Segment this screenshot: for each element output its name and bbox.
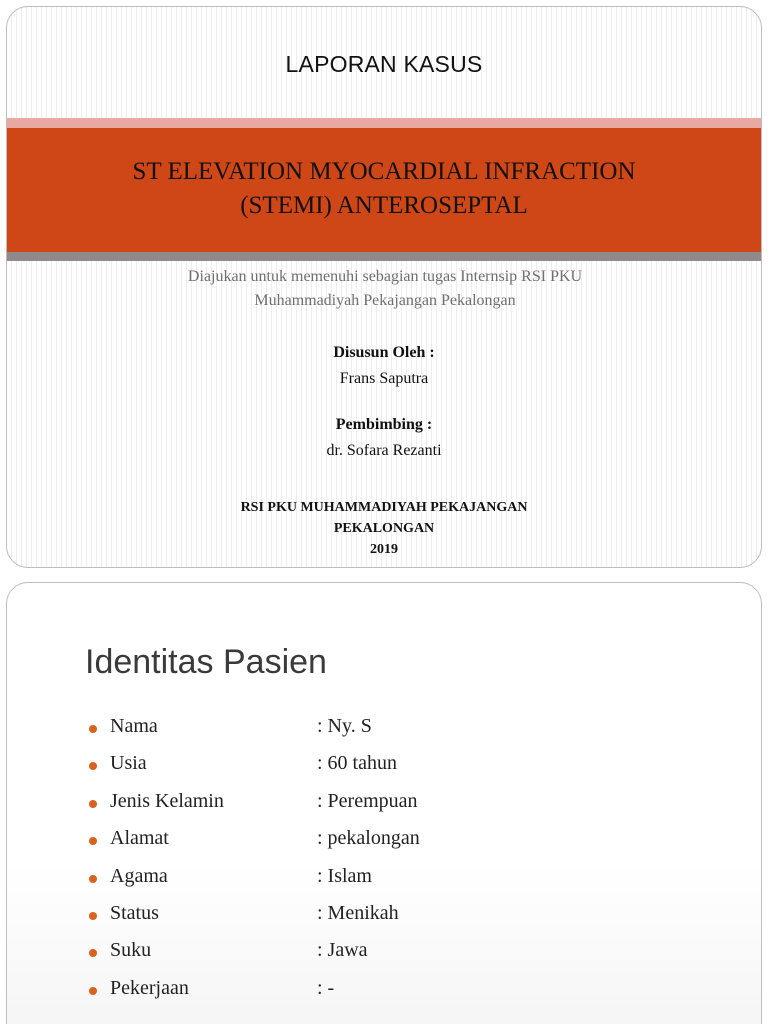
divider-band bbox=[7, 252, 761, 261]
identity-value: : Menikah bbox=[317, 901, 399, 924]
identity-label: Agama bbox=[110, 864, 168, 887]
supervisor-label: Pembimbing : bbox=[335, 416, 433, 433]
bullet-dot-icon bbox=[89, 912, 97, 920]
bullet-dot-icon bbox=[89, 762, 97, 770]
identity-label: Suku bbox=[110, 939, 152, 962]
bullet-dot-icon bbox=[89, 837, 97, 845]
list-item bbox=[85, 939, 725, 976]
section-title: Identitas Pasien bbox=[85, 643, 327, 681]
list-item bbox=[85, 865, 725, 902]
list-item bbox=[85, 827, 725, 864]
subtitle-line-2: Muhammadiyah Pekajangan Pekalongan bbox=[254, 292, 516, 309]
institution-line-1: RSI PKU MUHAMMADIYAH PEKAJANGAN bbox=[240, 500, 528, 515]
list-item bbox=[85, 790, 725, 827]
identity-value: : - bbox=[317, 976, 335, 999]
identity-value: : Perempuan bbox=[317, 789, 418, 812]
subtitle-line-1: Diajukan untuk memenuhi sebagian tugas Internsip RSI PKU bbox=[187, 268, 583, 285]
bullet-dot-icon bbox=[89, 949, 97, 957]
author-label: Disusun Oleh : bbox=[333, 344, 435, 361]
bullet-dot-icon bbox=[89, 875, 97, 883]
accent-band-light bbox=[7, 118, 761, 128]
slide-patient-identity bbox=[6, 582, 762, 1024]
list-item bbox=[85, 752, 725, 789]
supervisor-name: dr. Sofara Rezanti bbox=[326, 442, 442, 459]
list-item bbox=[85, 715, 725, 752]
institution-year: 2019 bbox=[370, 542, 398, 557]
identity-value: : 60 tahun bbox=[317, 752, 397, 775]
identity-label: Jenis Kelamin bbox=[110, 789, 224, 812]
identity-label: Nama bbox=[110, 715, 158, 737]
bullet-dot-icon bbox=[89, 987, 97, 995]
list-item bbox=[85, 902, 725, 939]
identity-value: : Jawa bbox=[317, 939, 368, 962]
institution bbox=[7, 497, 761, 560]
list-item bbox=[85, 977, 725, 1014]
identity-value: : Islam bbox=[317, 864, 372, 887]
institution-line-2: PEKALONGAN bbox=[333, 521, 435, 536]
slide-header: LAPORAN KASUS bbox=[285, 51, 483, 77]
identity-list bbox=[85, 715, 725, 1014]
slide-title bbox=[6, 6, 762, 568]
identity-label: Alamat bbox=[110, 827, 169, 850]
author-name: Frans Saputra bbox=[339, 370, 429, 387]
identity-value: : Ny. S bbox=[317, 715, 372, 737]
case-title-line-1: ST ELEVATION MYOCARDIAL INFRACTION bbox=[132, 158, 636, 185]
subtitle bbox=[127, 265, 643, 313]
identity-value: : pekalongan bbox=[317, 827, 420, 850]
identity-label: Pekerjaan bbox=[110, 976, 189, 999]
identity-label: Usia bbox=[110, 752, 147, 775]
bullet-dot-icon bbox=[89, 725, 97, 733]
bullet-dot-icon bbox=[89, 800, 97, 808]
identity-label: Status bbox=[110, 901, 159, 924]
case-title bbox=[7, 155, 761, 223]
case-title-line-2: (STEMI) ANTEROSEPTAL bbox=[240, 192, 528, 219]
